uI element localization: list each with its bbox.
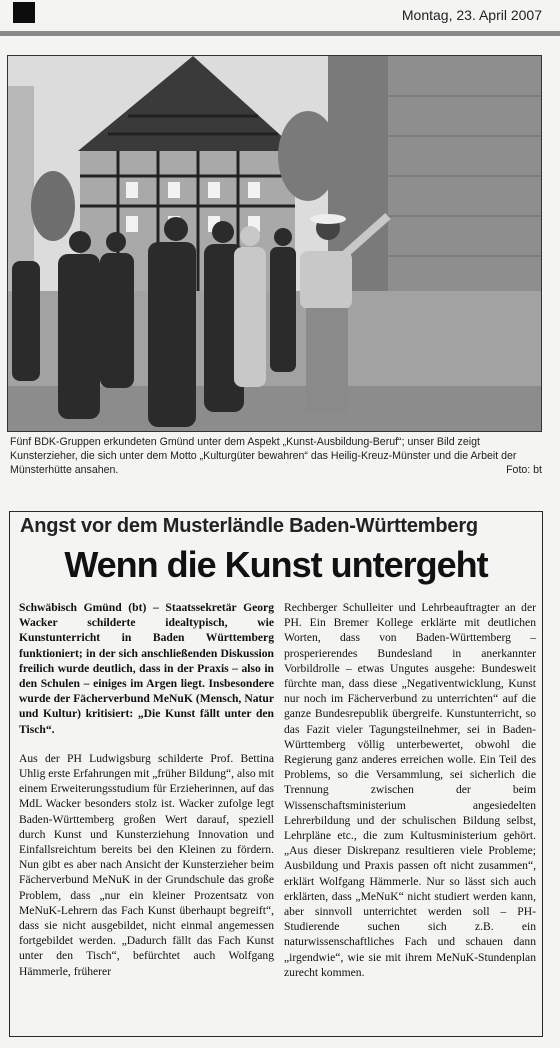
- photo-caption: [10, 435, 542, 477]
- caption-text: Fünf BDK-Gruppen erkundeten Gmünd unter dem Aspekt „Kunst-Ausbildung-Beruf“; unser Bild zeigt Kunsterzieher, die sich unter dem Motto „Kulturgüter bewahren“ das Heilig-Kreuz-Münster und die Arbeit der Münsterhütte ansahen.: [10, 436, 517, 476]
- article-headline: Wenn die Kunst untergeht: [64, 544, 488, 585]
- issue-date: Montag, 23. April 2007: [401, 7, 542, 23]
- article-column-right: [284, 600, 536, 994]
- article-kicker: Angst vor dem Musterländle Baden-Württemberg: [20, 515, 478, 537]
- header-rule: [0, 31, 560, 36]
- article-body-right: Rechberger Schulleiter und Lehrbeauftragter an der PH. Ein Bremer Kollege erklärte mit deutlichen Worten, dass von Baden-Württemberg – prosperierendes Bundesland in anerkannter Vorbildrolle – etwas Ungutes ausgehe: Bundesweit fürchte man, dass diese „Negativentwicklung, Kunst nur noch im Fächerverbund zu unterrichten“ auf die ganze Bundesrepublik übergreife. Kunstunterricht, so das Fazit vieler Tagungsteilnehmer, sei in Baden-Württemberg völlig unterbewertet, obwohl die Regierung ganz anderes erreichen wolle. Ein Teil des Problems, so die Versammlung, sei sicherlich die Trennung zwischen der beim Wissenschaftsministerium angesiedelten Lehrerbildung und der schulischen Bildung selbst, Lehrpläne etc., die zum Kultusministerium gehört. „Aus dieser Diskrepanz resultieren viele Probleme; Ausbildung und Praxis passen oft nicht zusammen“, erklärt Wolfgang Hämmerle. Nur so lässt sich auch erklärten, dass „MeNuK“ nicht studiert werden kann, aber sinnvoll unterrichtet werden soll – PH-Studierende suchen sich z.B. ein naturwissenschaftliches Fach und schauen dann „irgendwie“, wie sie mit ihrem MeNuK-Stundenplan zurecht kommen.: [284, 601, 536, 979]
- page-marker: [13, 2, 35, 23]
- article-body-left: Aus der PH Ludwigsburg schilderte Prof. Bettina Uhlig erste Erfahrungen mit „früher Bildung“, also mit einem Erweiterungsstudium für Erzieherinnen, auf das MdL Wacker besonders stolz ist. Wacker zufolge legt Baden-Württemberg großen Wert darauf, speziell durch Kunst und Kunsterziehung Innovation und Einfallsreichtum bereits bei den Kleinen zu fördern. Nun gibt es aber nach Ansicht der Kunsterzieher beim Fächerverbund MeNuK in der Grundschule das große Problem, dass „nur ein kleiner Prozentsatz von MeNuK-Lehrern das Fach Kunst überhaupt begreift“, dass sie nicht ausgebildet, nicht einmal angemessen fortgebildet werden. „Dadurch fällt das Fach Kunst unter den Tisch“, befürchtet auch Wolfgang Hämmerle, früherer: [19, 751, 274, 978]
- article-box: [9, 511, 543, 1037]
- article-lead: Schwäbisch Gmünd (bt) – Staatssekretär Georg Wacker schilderte idealtypisch, wie Kunstunterricht in Baden Württemberg funktioniert; in der sich anschließenden Diskussion freilich wurde deutlich, dass in der Praxis – also in den Schulen – einiges im Argen liegt. Insbesondere wurde der Fächerverbund MeNuK (Mensch, Natur und Kultur) kritisiert: „Die Kunst fällt unter den Tisch“.: [19, 601, 274, 736]
- photo-credit: Foto: bt: [506, 464, 542, 476]
- article-column-left: [19, 600, 274, 993]
- news-photo: [7, 55, 542, 432]
- photo-illustration: [8, 56, 541, 431]
